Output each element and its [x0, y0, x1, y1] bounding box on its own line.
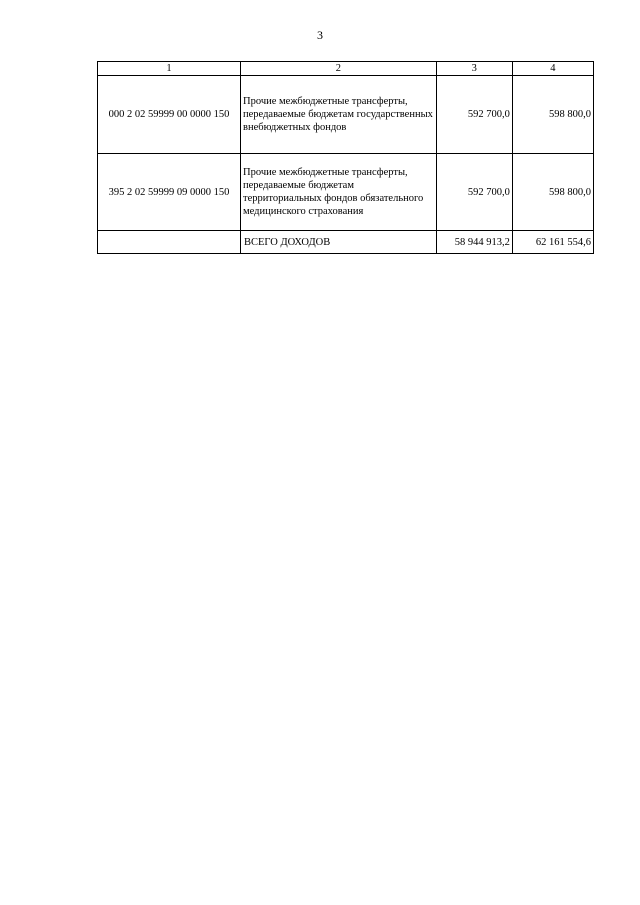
row-value-3: 592 700,0 [436, 154, 512, 231]
column-header-1: 1 [98, 62, 241, 76]
row-code: 000 2 02 59999 00 0000 150 [98, 76, 241, 154]
total-value-4: 62 161 554,6 [512, 231, 593, 254]
table-header-row [98, 62, 594, 76]
row-name: Прочие межбюджетные трансферты, передаваемые бюджетам территориальных фондов обязательного медицинского страхования [241, 154, 437, 231]
row-value-4: 598 800,0 [512, 76, 593, 154]
total-value-3: 58 944 913,2 [436, 231, 512, 254]
column-header-2: 2 [241, 62, 437, 76]
revenue-table [97, 61, 594, 254]
total-code [98, 231, 241, 254]
table-row [98, 76, 594, 154]
column-header-3: 3 [436, 62, 512, 76]
row-value-3: 592 700,0 [436, 76, 512, 154]
row-code: 395 2 02 59999 09 0000 150 [98, 154, 241, 231]
page-number: 3 [317, 28, 323, 42]
table-row [98, 154, 594, 231]
row-name: Прочие межбюджетные трансферты, передаваемые бюджетам государственных внебюджетных фондов [241, 76, 437, 154]
row-value-4: 598 800,0 [512, 154, 593, 231]
total-row [98, 231, 594, 254]
total-label: ВСЕГО ДОХОДОВ [241, 231, 437, 254]
column-header-4: 4 [512, 62, 593, 76]
